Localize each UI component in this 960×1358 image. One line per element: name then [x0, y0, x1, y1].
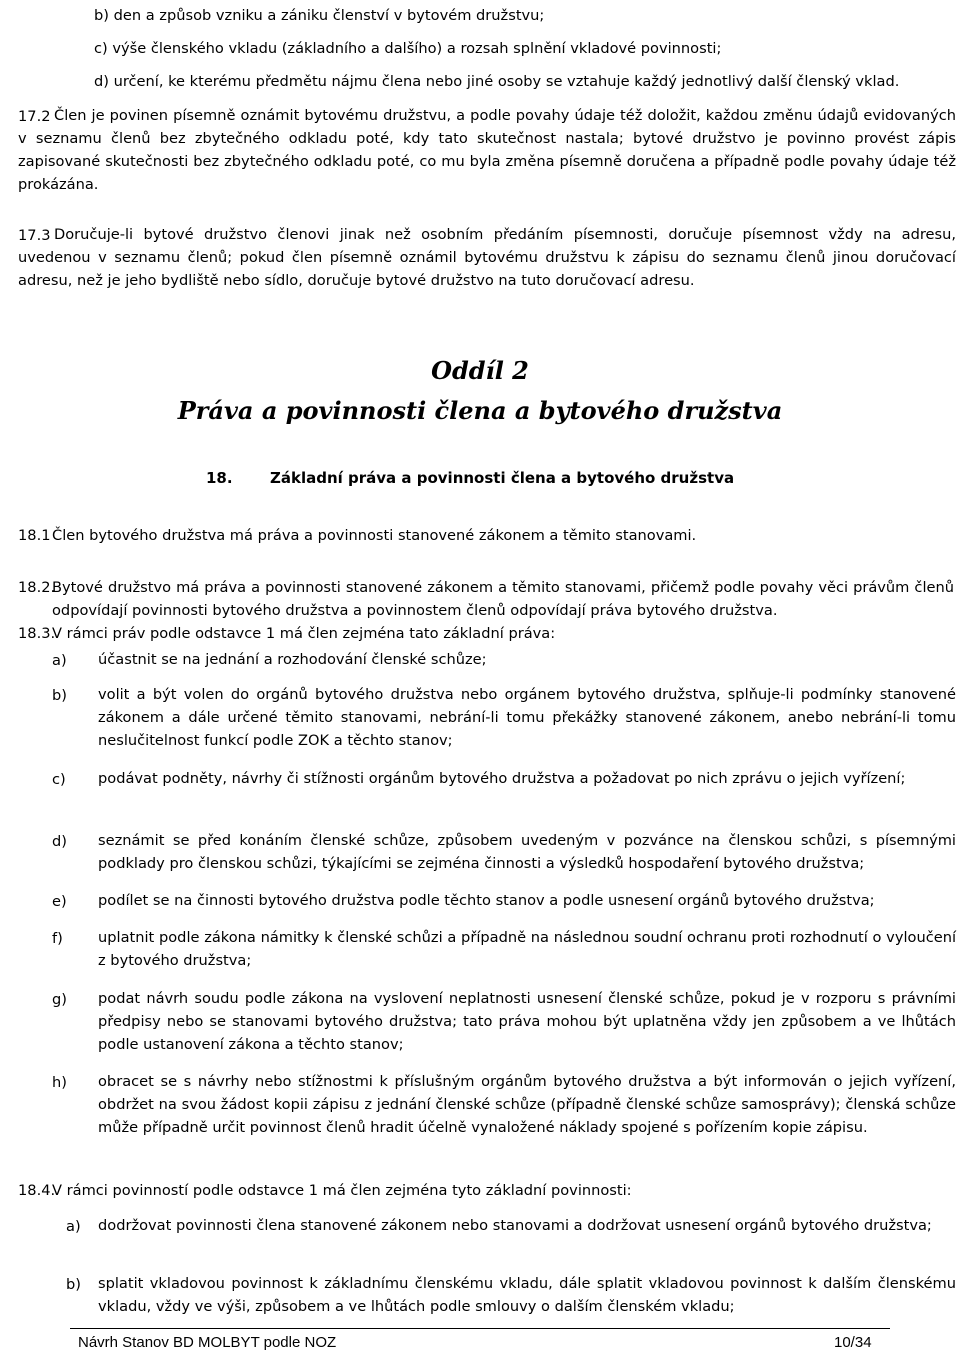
list-item: splatit vkladovou povinnost k základnímu členskému vkladu, dále splatit vkladovou povinnost k dalším členskému vkladu, vždy ve výši, způsobem a ve lhůtách podle smlouvy o dalším členském vkladu;: [98, 1275, 956, 1315]
paragraph-18-3-intro: V rámci práv podle odstavce 1 má člen zejména tato základní práva:: [52, 625, 556, 642]
list-label: b): [52, 687, 67, 704]
list-label: a): [66, 1218, 81, 1235]
paragraph-number: 18.2.: [18, 579, 56, 596]
list-item-c: c) výše členského vkladu (základního a dalšího) a rozsah splnění vkladové povinnosti;: [94, 40, 722, 57]
list-label: c): [52, 771, 66, 788]
paragraph-number: 18.3.: [18, 625, 56, 642]
paragraph-17-2: Člen je povinen písemně oznámit bytovému družstvu, a podle povahy údaje též doložit, každou změnu údajů evidovaných v seznamu členů bez zbytečného odkladu poté, kdy tato skutečnost nastala; bytové družstvo je povinno provést zápis zapisované skutečnosti bez zbytečného odkladu poté, co mu byla změna písemně doručena a případně podle povahy údaje též prokázána.: [18, 107, 956, 193]
paragraph-number: 18.4.: [18, 1182, 56, 1199]
list-item: podat návrh soudu podle zákona na vyslovení neplatnosti usnesení členské schůze, pokud je v rozporu s právními předpisy nebo se stanovami bytového družstva; tato práva mohou být uplatněna vždy jen způsobem a ve lhůtách podle ustanovení zákona a těchto stanov;: [98, 990, 956, 1053]
article-number: 18.: [206, 469, 233, 487]
section-subtitle: Práva a povinnosti člena a bytového družstva: [177, 396, 783, 425]
list-item: seznámit se před konáním členské schůze, způsobem uvedeným v pozvánce na členskou schůzi, s písemnými podklady pro členskou schůzi, týkajícími se zejména činnosti a výsledků hospodaření bytového družstva;: [98, 832, 956, 872]
list-item-b: b) den a způsob vzniku a zániku členství v bytovém družstvu;: [94, 7, 545, 24]
list-label: d): [52, 833, 67, 850]
list-label: e): [52, 893, 67, 910]
list-item: volit a být volen do orgánů bytového družstva nebo orgánem bytového družstva, splňuje-li podmínky stanovené zákonem a dále určené těmito stanovami, nebrání-li tomu překážky stanovené zákonem, anebo nebrání-li tomu neslučitelnost funkcí podle ZOK a těchto stanov;: [98, 686, 956, 749]
article-title: Základní práva a povinnosti člena a bytového družstva: [270, 469, 735, 487]
section-title: Oddíl 2: [431, 356, 529, 385]
paragraph-18-1: Člen bytového družstva má práva a povinnosti stanovené zákonem a těmito stanovami.: [52, 527, 697, 544]
list-label: h): [52, 1074, 67, 1091]
paragraph-number: 18.1: [18, 527, 51, 544]
paragraph-number: 17.3: [18, 227, 51, 244]
paragraph-number: 17.2: [18, 108, 51, 125]
paragraph-17-3: Doručuje-li bytové družstvo členovi jinak než osobním předáním písemnosti, doručuje písemnost vždy na adresu, uvedenou v seznamu členů; pokud člen písemně oznámil bytovému družstvu k zápisu do seznamu členů jinou doručovací adresu, než je jeho bydliště nebo sídlo, doručuje bytové družstvo na tuto doručovací adresu.: [18, 226, 956, 289]
list-item-d: d) určení, ke kterému předmětu nájmu člena nebo jiné osoby se vztahuje každý jednotlivý další členský vklad.: [94, 73, 900, 90]
list-item: podílet se na činnosti bytového družstva podle těchto stanov a podle usnesení orgánů bytového družstva;: [98, 892, 875, 909]
paragraph-18-2: Bytové družstvo má práva a povinnosti stanovené zákonem a těmito stanovami, přičemž podle povahy věci právům členů odpovídají povinnosti bytového družstva a povinnostem členů odpovídají práva bytového družstva.: [52, 579, 954, 619]
list-item: obracet se s návrhy nebo stížnostmi k příslušným orgánům bytového družstva a být informován o jejich vyřízení, obdržet na svou žádost kopii zápisu z jednání členské schůze (případně členské schůze samosprávy); členská schůze může případně určit povinnost členů hradit účelně vynaložené náklady spojené s pořízením kopie zápisu.: [98, 1073, 956, 1136]
list-item: podávat podněty, návrhy či stížnosti orgánům bytového družstva a požadovat po nich zprávu o jejich vyřízení;: [98, 770, 906, 787]
footer-divider: [70, 1328, 890, 1329]
list-label: b): [66, 1276, 81, 1293]
footer-page-number: 10/34: [834, 1334, 872, 1351]
list-label: f): [52, 930, 63, 947]
footer-document-title: Návrh Stanov BD MOLBYT podle NOZ: [78, 1334, 337, 1351]
list-item: uplatnit podle zákona námitky k členské schůzi a případně na následnou soudní ochranu proti rozhodnutí o vyloučení z bytového družstva;: [98, 929, 956, 969]
list-item: dodržovat povinnosti člena stanovené zákonem nebo stanovami a dodržovat usnesení orgánů bytového družstva;: [98, 1217, 932, 1234]
list-label: g): [52, 991, 67, 1008]
paragraph-18-4-intro: V rámci povinností podle odstavce 1 má člen zejména tyto základní povinnosti:: [52, 1182, 632, 1199]
list-label: a): [52, 652, 67, 669]
list-item: účastnit se na jednání a rozhodování členské schůze;: [98, 651, 487, 668]
